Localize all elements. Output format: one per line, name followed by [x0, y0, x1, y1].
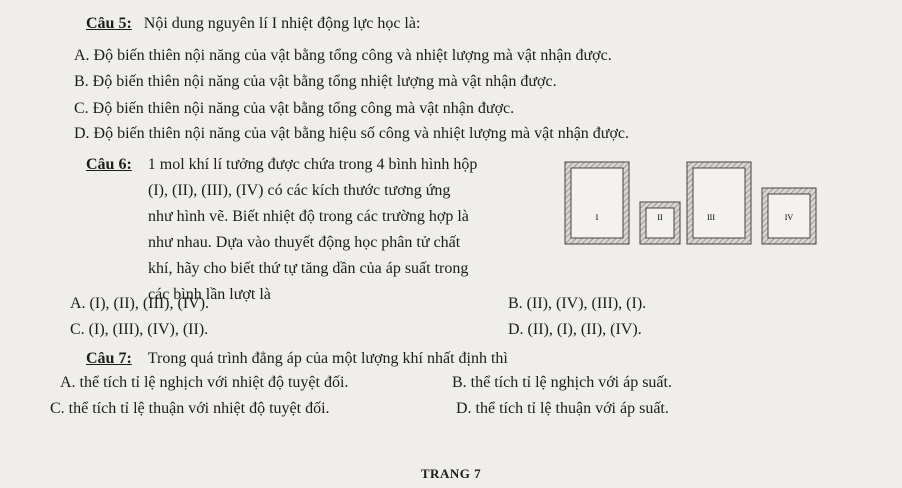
q6-option-b: B. (II), (IV), (III), (I).: [508, 295, 647, 312]
container-iii: [687, 162, 751, 244]
page-number: TRANG 7: [420, 466, 482, 481]
q5-option-c: C. Độ biến thiên nội năng của vật bằng tổng công mà vật nhận được.: [74, 100, 515, 117]
q5-label: Câu 5:: [86, 15, 132, 32]
q6-option-c: C. (I), (III), (IV), (II).: [70, 321, 209, 338]
containers-figure: [560, 158, 820, 250]
q5-option-a: A. Độ biến thiên nội năng của vật bằng tổng công và nhiệt lượng mà vật nhận được.: [74, 47, 612, 64]
q7-stem: Trong quá trình đẳng áp của một lượng khí nhất định thì: [147, 350, 508, 367]
q7-label: Câu 7:: [86, 350, 132, 367]
q5-stem: Nội dung nguyên lí I nhiệt động lực học là:: [143, 15, 421, 32]
q5-option-d: D. Độ biến thiên nội năng của vật bằng hiệu số công và nhiệt lượng mà vật nhận được.: [74, 125, 630, 142]
q6-stem-line-6: các bình lần lượt là: [148, 286, 271, 303]
q6-stem-line-1: 1 mol khí lí tưởng được chứa trong 4 bình hình hộp: [147, 156, 478, 173]
q6-header: [86, 155, 477, 175]
container-ii: [640, 202, 680, 244]
q6-option-a: A. (I), (II), (III), (IV).: [70, 295, 210, 312]
q7-option-c: C. thể tích tỉ lệ thuận với nhiệt độ tuyệt đối.: [50, 400, 330, 417]
q6-stem-line-2: (I), (II), (III), (IV) có các kích thước tương ứng: [148, 182, 451, 199]
container-i-label: I: [595, 213, 599, 222]
q6-stem-line-5: khí, hãy cho biết thứ tự tăng dần của áp suất trong: [148, 260, 469, 277]
container-iii-label: III: [707, 213, 715, 222]
q6-stem-line-3: như hình vẽ. Biết nhiệt độ trong các trường hợp là: [148, 208, 469, 225]
q7-header: [86, 349, 508, 369]
container-iv: [762, 188, 816, 244]
q5-option-b: B. Độ biến thiên nội năng của vật bằng tổng nhiệt lượng mà vật nhận được.: [74, 73, 557, 90]
q7-option-b: B. thể tích tỉ lệ nghịch với áp suất.: [452, 374, 672, 391]
container-iv-label: IV: [784, 213, 794, 222]
container-i: [565, 162, 629, 244]
q6-option-d: D. (II), (I), (II), (IV).: [508, 321, 642, 338]
q7-option-d: D. thể tích tỉ lệ thuận với áp suất.: [456, 400, 669, 417]
q6-label: Câu 6:: [86, 156, 132, 173]
q6-stem-line-4: như nhau. Dựa vào thuyết động học phân tử chất: [148, 234, 461, 251]
q7-option-a: A. thể tích tỉ lệ nghịch với nhiệt độ tuyệt đối.: [60, 374, 349, 391]
q5-header: [86, 14, 420, 34]
container-ii-label: II: [657, 213, 663, 222]
